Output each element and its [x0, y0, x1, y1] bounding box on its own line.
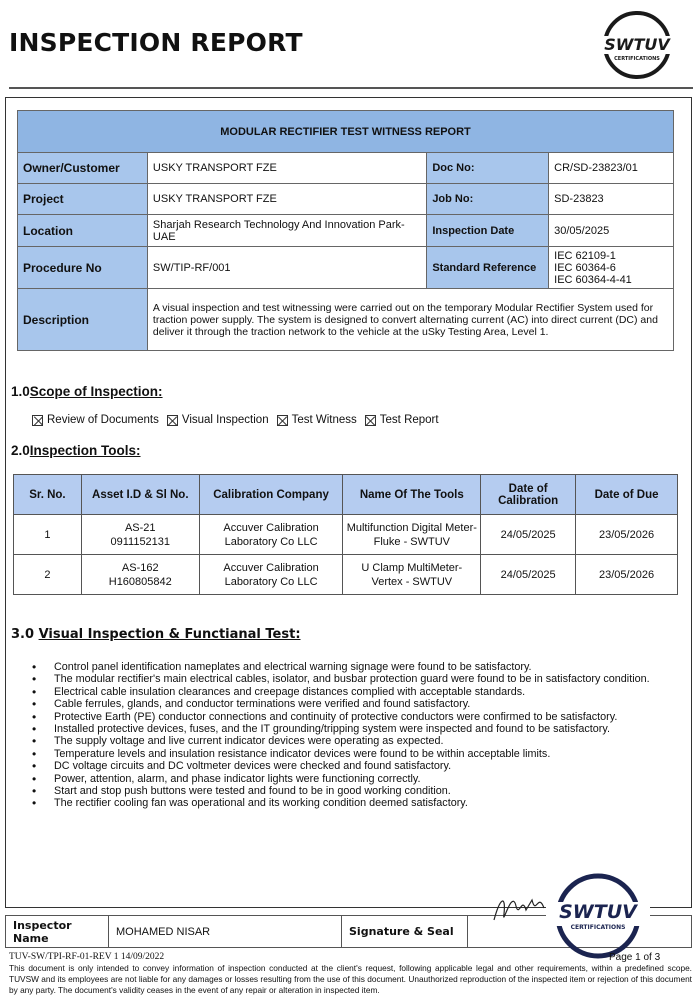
- owner-value: USKY TRANSPORT FZE: [147, 153, 426, 184]
- cell-asset: AS-162 H160805842: [81, 555, 199, 595]
- scope-heading: [11, 384, 163, 399]
- scope-item: Visual Inspection: [167, 414, 269, 426]
- list-item: • Protective Earth (PE) conductor connections and continuity of protective conductors were confirmed to be satisfactory.: [32, 711, 682, 723]
- handwritten-signature: [494, 900, 544, 920]
- tools-heading: [11, 443, 141, 458]
- list-item: • DC voltage circuits and DC voltmeter devices were checked and found satisfactory.: [32, 760, 682, 772]
- page-number: Page 1 of 3: [609, 952, 661, 963]
- description-label: Description: [18, 289, 148, 351]
- list-item: • Control panel identification nameplates and electrical warning signage were found to be satisfactory.: [32, 661, 682, 673]
- cell-company: Accuver Calibration Laboratory Co LLC: [199, 515, 343, 555]
- list-item: • The rectifier cooling fan was operational and its working condition deemed satisfactory.: [32, 797, 682, 809]
- col-header: Name Of The Tools: [343, 475, 481, 515]
- inspection-date-value: 30/05/2025: [549, 215, 674, 247]
- owner-label: Owner/Customer: [18, 153, 148, 184]
- logo-tagline: CERTIFICATIONS: [614, 56, 660, 62]
- procedure-label: Procedure No: [18, 247, 148, 289]
- list-item: • Electrical cable insulation clearances and creepage distances complied with acceptable standards.: [32, 686, 682, 698]
- scope-number: 1.0: [11, 384, 30, 399]
- col-header: Calibration Company: [199, 475, 343, 515]
- visual-heading: [11, 627, 301, 642]
- cell-sr: 1: [14, 515, 82, 555]
- seal-brand: SWTUV: [559, 901, 637, 923]
- visual-title: Visual Inspection & Functianal Test:: [38, 627, 301, 642]
- tools-number: 2.0: [11, 443, 30, 458]
- cell-company: Accuver Calibration Laboratory Co LLC: [199, 555, 343, 595]
- standard-item: IEC 60364-4-41: [554, 273, 632, 286]
- description-value: A visual inspection and test witnessing were carried out on the temporary Modular Rectifier System used for traction power supply. The system is designed to convert alternating current (AC) into direct current (DC) and deliver it through the traction network to the vehicle at the uSky Testing Area, Level 1.: [147, 289, 673, 351]
- cell-tool: U Clamp MultiMeter-Vertex - SWTUV: [343, 555, 481, 595]
- list-item: • Start and stop push buttons were tested and found to be in good working condition.: [32, 785, 682, 797]
- list-item: • The supply voltage and live current indicator devices were operating as expected.: [32, 735, 682, 747]
- inspector-value: MOHAMED NISAR: [109, 916, 342, 948]
- list-item: • The modular rectifier's main electrical cables, isolator, and busbar protection guard were found to be in satisfactory condition.: [32, 673, 682, 685]
- scope-item: Test Witness: [277, 414, 357, 426]
- cell-tool: Multifunction Digital Meter-Fluke - SWTUV: [343, 515, 481, 555]
- standard-values: [549, 247, 674, 289]
- checked-box-icon: [365, 415, 376, 426]
- project-value: USKY TRANSPORT FZE: [147, 184, 426, 215]
- cell-sr: 2: [14, 555, 82, 595]
- table-row: [14, 555, 678, 595]
- col-header: Date of Calibration: [481, 475, 576, 515]
- col-header: Asset I.D & Sl No.: [81, 475, 199, 515]
- location-label: Location: [18, 215, 148, 247]
- standard-item: IEC 62109-1: [554, 249, 616, 262]
- document-reference: TUV-SW/TPI-RF-01-REV 1 14/09/2022: [9, 952, 165, 962]
- checked-box-icon: [167, 415, 178, 426]
- swtuv-logo: [596, 10, 678, 80]
- seal-label: Signature & Seal: [342, 916, 468, 948]
- seal-tagline: CERTIFICATIONS: [570, 924, 626, 931]
- job-no-label: Job No:: [427, 184, 549, 215]
- findings-list: [32, 661, 682, 810]
- logo-brand: SWTUV: [604, 35, 670, 54]
- col-header: Sr. No.: [14, 475, 82, 515]
- cell-cal-date: 24/05/2025: [481, 555, 576, 595]
- list-item: • Installed protective devices, fuses, and the IT grounding/tripping system were inspected and found to be satisfactory.: [32, 723, 682, 735]
- list-item: • Cable ferrules, glands, and conductor terminations were verified and found satisfactory.: [32, 698, 682, 710]
- scope-item: Review of Documents: [32, 414, 159, 426]
- header-divider: [9, 87, 693, 89]
- disclaimer-text: This document is only intended to convey information of inspection conducted at the client's request, following applicable legal and other requirements, within a predefined scope. TUVSW and its employees are not liable for any damages or losses resulting from the use of this document. Unauthorized reproduction of the inspected item or rejection of this document by any party. The document's validity ceases in the event of any repair or alteration in inspected item.: [9, 963, 692, 995]
- job-no-value: SD-23823: [549, 184, 674, 215]
- col-header: Date of Due: [576, 475, 678, 515]
- table-row: [14, 515, 678, 555]
- procedure-value: SW/TIP-RF/001: [147, 247, 426, 289]
- inspection-date-label: Inspection Date: [427, 215, 549, 247]
- inspector-label: Inspector Name: [6, 916, 109, 948]
- list-item: • Power, attention, alarm, and phase indicator lights were functioning correctly.: [32, 773, 682, 785]
- scope-item: Test Report: [365, 414, 439, 426]
- cell-asset: AS-21 0911152131: [81, 515, 199, 555]
- standard-label: Standard Reference: [427, 247, 549, 289]
- doc-no-value: CR/SD-23823/01: [549, 153, 674, 184]
- page-title: INSPECTION REPORT: [9, 28, 303, 57]
- cell-cal-date: 24/05/2025: [481, 515, 576, 555]
- project-label: Project: [18, 184, 148, 215]
- cell-due-date: 23/05/2026: [576, 555, 678, 595]
- report-header-table: [17, 110, 674, 351]
- visual-number: 3.0: [11, 627, 35, 642]
- location-value: Sharjah Research Technology And Innovation Park- UAE: [147, 215, 426, 247]
- cell-due-date: 23/05/2026: [576, 515, 678, 555]
- checked-box-icon: [32, 415, 43, 426]
- doc-no-label: Doc No:: [427, 153, 549, 184]
- standard-item: IEC 60364-6: [554, 261, 616, 274]
- tools-title: Inspection Tools:: [29, 443, 141, 458]
- report-heading: MODULAR RECTIFIER TEST WITNESS REPORT: [18, 111, 674, 153]
- list-item: • Temperature levels and insulation resistance indicator devices were found to be within acceptable limits.: [32, 748, 682, 760]
- scope-title: Scope of Inspection:: [29, 384, 163, 399]
- checked-box-icon: [277, 415, 288, 426]
- tools-table: [13, 474, 678, 595]
- scope-checklist: [32, 414, 439, 426]
